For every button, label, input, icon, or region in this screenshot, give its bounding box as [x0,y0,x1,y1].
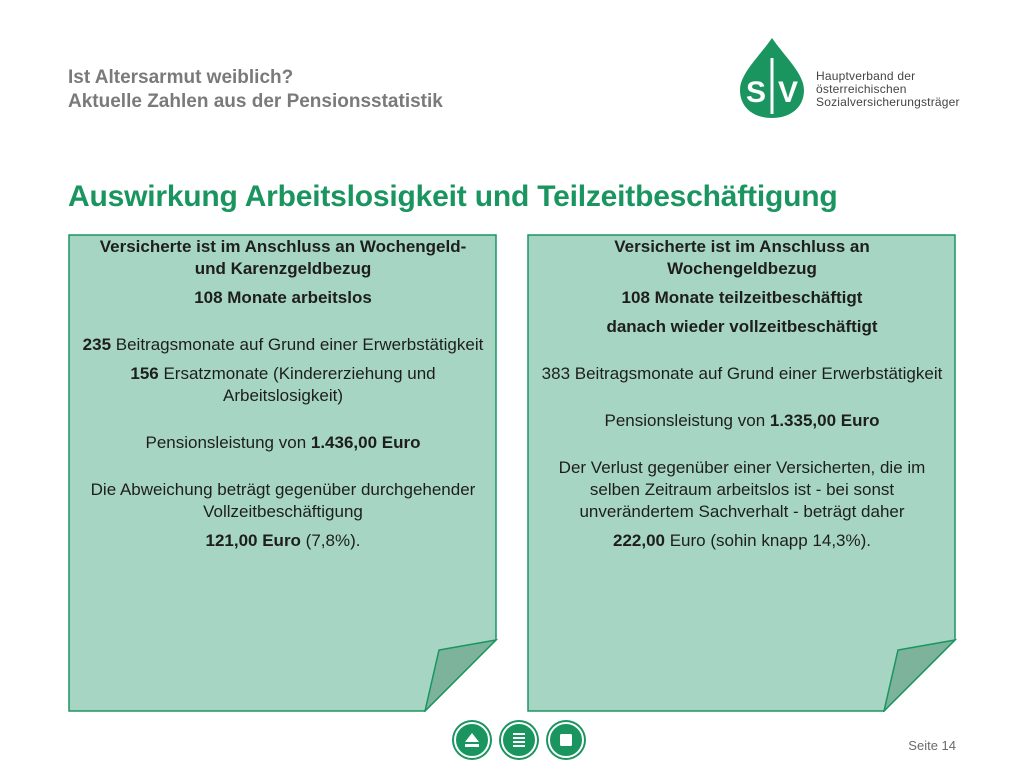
slide-title: Auswirkung Arbeitslosigkeit und Teilzeitbeschäftigung [68,180,838,213]
end-button[interactable] [548,722,584,758]
note-left [68,234,498,712]
left-heading: Versicherte ist im Anschluss an Wochengeld- und Karenzgeldbezug [99,237,467,278]
left-pension-value: 1.436,00 Euro [310,433,421,452]
right-loss-amount [541,530,943,552]
list-icon [510,731,528,749]
right-heading: Versicherte ist im Anschluss an Wochengeldbezug [614,237,870,278]
left-deviation: Die Abweichung beträgt gegenüber durchgehender Vollzeitbeschäftigung [90,480,476,521]
right-pension-text: Pensionsleistung von [604,411,770,430]
right-afterwards: danach wieder vollzeitbeschäftigt [606,317,878,336]
slide-navigation [454,722,584,758]
subtitle-line-2: Aktuelle Zahlen aus der Pensionsstatistik [68,91,443,112]
left-contrib [82,334,484,356]
left-deviation-value: 121,00 Euro [205,531,301,550]
left-pension [82,432,484,454]
sv-drop-icon [736,36,808,120]
logo-line-2: österreichischen [816,82,907,96]
svg-text:S: S [745,76,767,109]
note-right-content [541,236,943,552]
left-subst-num: 156 [130,364,159,383]
right-contrib: 383 Beitragsmonate auf Grund einer Erwerbstätigkeit [541,364,943,383]
left-deviation-pct: (7,8%). [300,531,361,550]
note-right [527,234,957,712]
logo-line-3: Sozialversicherungsträger [816,95,960,109]
svg-text:V: V [777,76,799,109]
page-number: Seite 14 [908,738,956,753]
right-loss: Der Verlust gegenüber einer Versicherten, die im selben Zeitraum arbeitslos ist - bei sonst unverändertem Sachverhalt - beträgt daher [558,458,926,521]
right-loss-value: 222,00 [612,531,665,550]
sv-logo [736,36,966,120]
left-subst-text: Ersatzmonate (Kindererziehung und Arbeitslosigkeit) [158,364,436,405]
stop-icon [557,731,575,749]
home-button[interactable] [454,722,490,758]
right-loss-tail: Euro (sohin knapp 14,3%). [664,531,871,550]
right-pension-value: 1.335,00 Euro [769,411,880,430]
left-pension-text: Pensionsleistung von [145,433,311,452]
left-deviation-amount [82,530,484,552]
home-eject-icon [463,731,481,749]
left-subst [82,363,484,407]
presentation-subtitle [68,66,443,114]
left-contrib-num: 235 [82,335,112,354]
logo-line-1: Hauptverband der [816,69,916,83]
subtitle-line-1: Ist Altersarmut weiblich? [68,67,294,88]
overview-button[interactable] [501,722,537,758]
left-months: 108 Monate arbeitslos [194,288,372,307]
left-contrib-text: Beitragsmonate auf Grund einer Erwerbstätigkeit [111,335,484,354]
note-left-content [82,236,484,552]
logo-text [816,70,960,109]
right-months: 108 Monate teilzeitbeschäftigt [621,288,863,307]
right-pension [541,410,943,432]
